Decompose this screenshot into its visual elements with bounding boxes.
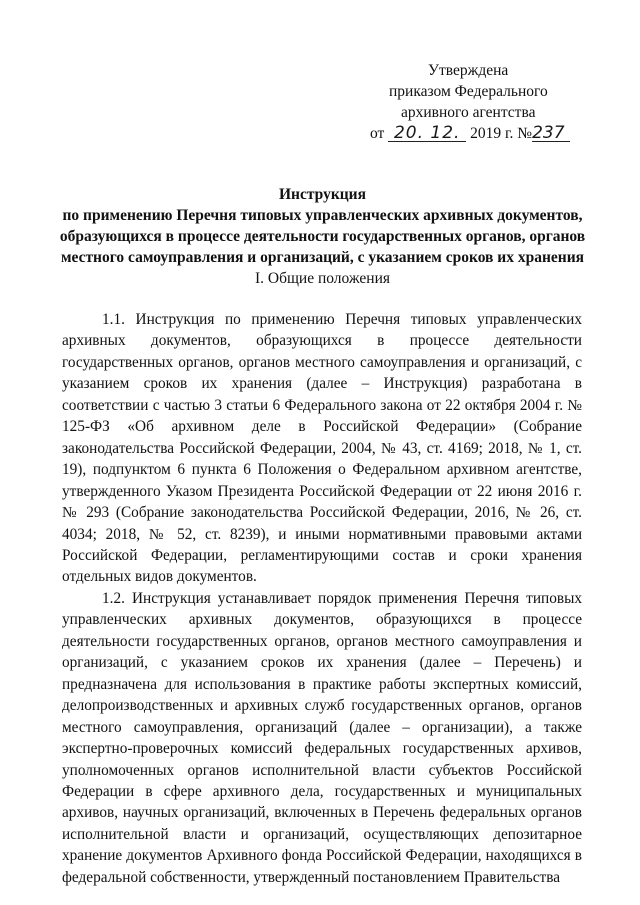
paragraph-1-2: 1.2. Инструкция устанавливает порядок применения Перечня типовых управленческих архивных документов, образующихся в процессе деятельности государственных органов, органов местного самоуправления и организаций, с указанием сроков их хранения (далее – Перечень) и предназначена для использования в практике работы экспертных комиссий, делопроизводственных и архивных служб государственных органов, органов местного самоуправления, организаций (далее – организации), а также экспертно-проверочных комиссий федеральных государственных архивов, уполномоченных органов исполнительной власти субъектов Российской Федерации в сфере архивного дела, государственных и муниципальных архивов, научных организаций, включенных в Перечень федеральных органов исполнительной власти и организаций, осуществляющих депозитарное хранение документов Архивного фонда Российской Федерации, находящихся в федеральной собственности, утвержденный постановлением Правительства (62, 589, 582, 886)
handwritten-date: 20. 12. (388, 125, 466, 142)
approval-line-2: приказом Федерального (389, 83, 548, 100)
paragraph-1-1: 1.1. Инструкция по применению Перечня типовых управленческих архивных документов, образующихся в процессе деятельности государственных органов, органов местного самоуправления и организаций, с указанием сроков их хранения (далее – Инструкция) разработана в соответствии с частью 3 статьи 6 Федерального закона от 22 октября 2004 г. № 125-ФЗ «Об архивном деле в Российской Федерации» (Собрание законодательства Российской Федерации, 2004, № 43, ст. 4169; 2018, № 1, ст. 19), подпунктом 6 пункта 6 Положения о Федеральном архивном агентстве, утвержденного Указом Президента Российской Федерации от 22 июня 2016 г. № 293 (Собрание законодательства Российской Федерации, 2016, № 26, ст. 4034; 2018, № 52, ст. 8239), и иными нормативными правовыми актами Российской Федерации, регламентирующими состав и сроки хранения отдельных видов документов. (62, 311, 582, 586)
approval-line-1: Утверждена (428, 62, 509, 79)
document-title (50, 184, 595, 268)
title-line-3: местного самоуправления и организаций, с указанием сроков их хранения (60, 249, 585, 266)
approval-line-3: архивного агентства (401, 104, 536, 121)
title-line-2: образующихся в процессе деятельности государственных органов, органов (59, 228, 586, 245)
approval-block (370, 60, 620, 144)
title-line-1: по применению Перечня типовых управленческих архивных документов, (62, 207, 583, 224)
section-title: I. Общие положения (254, 270, 391, 287)
date-prefix: от (370, 125, 385, 142)
handwritten-number: 237 (532, 125, 570, 142)
document-body (62, 309, 582, 888)
approval-date-line (370, 123, 620, 144)
title-heading: Инструкция (278, 186, 366, 203)
year-text: 2019 г. № (470, 125, 533, 142)
